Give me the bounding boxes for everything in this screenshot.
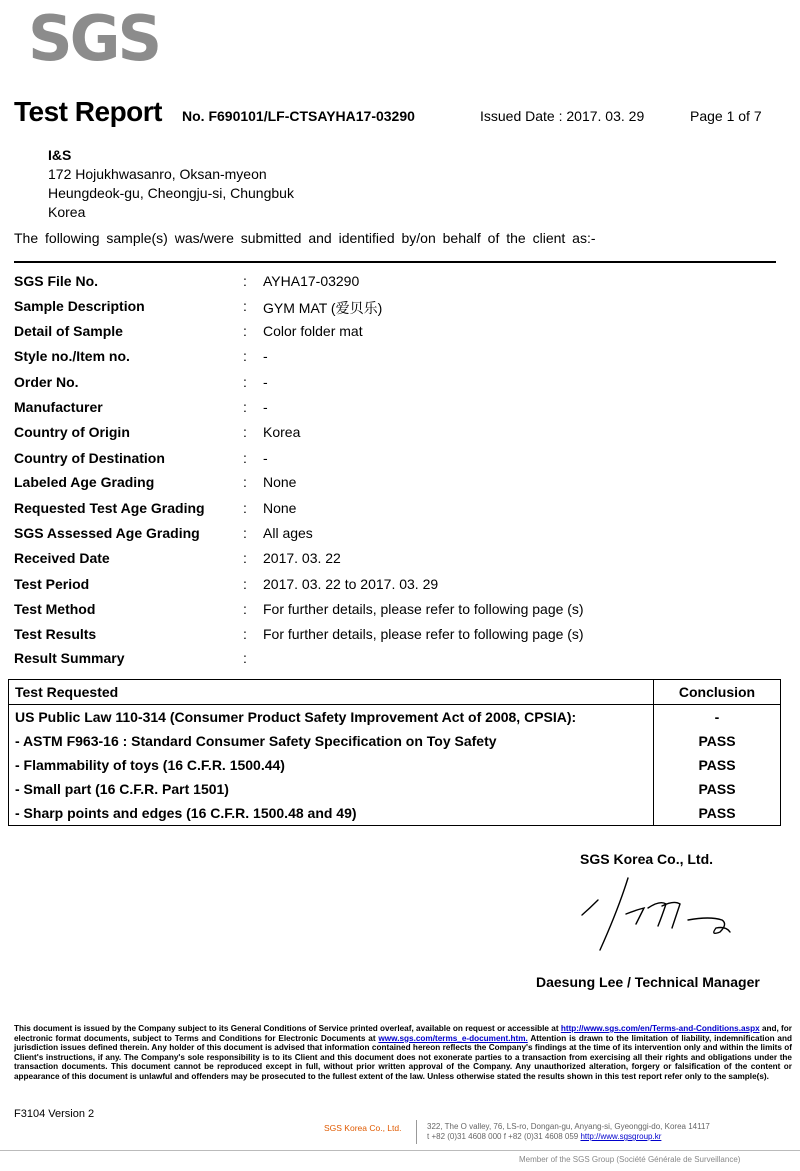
info-value: For further details, please refer to following page (s) <box>263 626 584 642</box>
info-colon: : <box>243 601 247 617</box>
disclaimer-part-3: Attention is drawn to the limitation of liability, indemnification and jurisdiction issues defined therein. Any holder of this document is advised that information contained hereon reflects the Company's findings at the time of its intervention only and within the limits of Client's instructions, if any. The Company's sole responsibility is to its Client and this document does not exonerate parties to a transaction from exercising all their rights and obligations under the transaction documents. This document cannot be reproduced except in full, without prior written approval of the Company. Any unauthorized alteration, forgery or falsification of the content or appearance of this document is unlawful and offenders may be prosecuted to the fullest extent of the law. Unless otherwise stated the results shown in this test report refer only to the sample(s). <box>14 1033 792 1081</box>
info-label: Sample Description <box>14 298 145 314</box>
form-version: F3104 Version 2 <box>14 1108 95 1120</box>
info-label: Received Date <box>14 550 110 566</box>
info-value: AYHA17-03290 <box>263 273 360 289</box>
info-value: 2017. 03. 22 <box>263 550 341 566</box>
info-label: Country of Origin <box>14 424 130 440</box>
info-label: SGS Assessed Age Grading <box>14 525 200 541</box>
footer-phone: t +82 (0)31 4608 000 f +82 (0)31 4608 059 <box>427 1132 579 1141</box>
report-title: Test Report <box>14 96 162 127</box>
info-label: Requested Test Age Grading <box>14 500 205 516</box>
info-colon: : <box>243 298 247 314</box>
info-value: For further details, please refer to following page (s) <box>263 601 584 617</box>
info-colon: : <box>243 399 247 415</box>
info-colon: : <box>243 500 247 516</box>
info-value: - <box>263 374 268 390</box>
info-label: Result Summary <box>14 650 125 666</box>
info-colon: : <box>243 525 247 541</box>
disclaimer-text <box>14 1024 792 1082</box>
terms-link[interactable]: http://www.sgs.com/en/Terms-and-Conditions.aspx <box>560 1024 760 1033</box>
info-label: Manufacturer <box>14 399 103 415</box>
info-row <box>14 626 784 648</box>
client-address-line-1: 172 Hojukhwasanro, Oksan-myeon <box>48 166 267 182</box>
footer-separator <box>416 1120 417 1144</box>
table-row <box>9 801 781 826</box>
info-row <box>14 323 784 345</box>
info-label: Order No. <box>14 374 79 390</box>
signer-name: Daesung Lee / Technical Manager <box>536 974 760 990</box>
client-country: Korea <box>48 204 86 220</box>
info-label: Country of Destination <box>14 450 165 466</box>
info-row <box>14 576 784 598</box>
info-colon: : <box>243 273 247 289</box>
disclaimer-part-1: This document is issued by the Company subject to its General Conditions of Service printed overleaf, available on request or accessible at <box>14 1024 559 1033</box>
info-row <box>14 650 784 672</box>
conclusion-cell: PASS <box>654 777 781 801</box>
table-row <box>9 753 781 777</box>
report-number: No. F690101/LF-CTSAYHA17-03290 <box>182 108 415 124</box>
sgs-logo <box>0 0 160 70</box>
footer-member: Member of the SGS Group (Société Générale de Surveillance) <box>519 1155 741 1164</box>
info-label: Style no./Item no. <box>14 348 130 364</box>
table-row <box>9 777 781 801</box>
signature-image <box>570 870 740 960</box>
info-value: - <box>263 348 268 364</box>
info-row <box>14 550 784 572</box>
test-requested-cell: - ASTM F963-16 : Standard Consumer Safety Specification on Toy Safety <box>9 729 654 753</box>
client-name: I&S <box>48 147 72 163</box>
info-row <box>14 601 784 623</box>
test-requested-cell: US Public Law 110-314 (Consumer Product Safety Improvement Act of 2008, CPSIA): <box>9 705 654 730</box>
footer-address <box>427 1122 710 1142</box>
info-colon: : <box>243 576 247 592</box>
info-colon: : <box>243 474 247 490</box>
footer-divider <box>0 1150 800 1151</box>
header-test-requested: Test Requested <box>9 680 654 705</box>
info-row <box>14 273 784 295</box>
conclusion-cell: PASS <box>654 729 781 753</box>
info-colon: : <box>243 450 247 466</box>
disclaimer-part-2: and, for electronic format documents, subject to Terms and Conditions for Electronic Documents at <box>14 1024 792 1043</box>
info-row <box>14 399 784 421</box>
info-colon: : <box>243 650 247 666</box>
info-value: None <box>263 500 297 516</box>
info-value: - <box>263 399 268 415</box>
test-requested-cell: - Sharp points and edges (16 C.F.R. 1500.48 and 49) <box>9 801 654 826</box>
info-label: Test Period <box>14 576 90 592</box>
footer-company: SGS Korea Co., Ltd. <box>324 1123 402 1133</box>
sgs-logo-text: SGS <box>28 2 160 70</box>
info-value: None <box>263 474 297 490</box>
info-colon: : <box>243 550 247 566</box>
table-row <box>9 705 781 730</box>
test-requested-cell: - Small part (16 C.F.R. Part 1501) <box>9 777 654 801</box>
table-row <box>9 729 781 753</box>
info-value: 2017. 03. 22 to 2017. 03. 29 <box>263 576 439 592</box>
info-value: All ages <box>263 525 313 541</box>
footer-website-link[interactable]: http://www.sgsgroup.kr <box>580 1132 662 1141</box>
info-label: Detail of Sample <box>14 323 123 339</box>
info-colon: : <box>243 374 247 390</box>
info-row <box>14 298 784 320</box>
info-row <box>14 450 784 472</box>
info-label: Labeled Age Grading <box>14 474 155 490</box>
company-name: SGS Korea Co., Ltd. <box>580 851 714 867</box>
info-row <box>14 525 784 547</box>
info-value: Color folder mat <box>263 323 363 339</box>
client-address <box>48 146 294 222</box>
conclusion-cell: PASS <box>654 801 781 826</box>
results-table <box>8 679 781 826</box>
info-label: Test Results <box>14 626 97 642</box>
info-row <box>14 374 784 396</box>
issued-date: Issued Date : 2017. 03. 29 <box>480 108 645 124</box>
info-value: Korea <box>263 424 301 440</box>
info-colon: : <box>243 348 247 364</box>
test-requested-cell: - Flammability of toys (16 C.F.R. 1500.44) <box>9 753 654 777</box>
info-value: - <box>263 450 268 466</box>
info-colon: : <box>243 323 247 339</box>
conclusion-cell: PASS <box>654 753 781 777</box>
footer-address-line: 322, The O valley, 76, LS-ro, Dongan-gu, Anyang-si, Gyeonggi-do, Korea 14117 <box>427 1122 710 1131</box>
page-number: Page 1 of 7 <box>690 108 762 124</box>
conclusion-cell: - <box>654 705 781 730</box>
e-document-terms-link[interactable]: www.sgs.com/terms_e-document.htm. <box>378 1033 528 1043</box>
info-colon: : <box>243 424 247 440</box>
client-address-line-2: Heungdeok-gu, Cheongju-si, Chungbuk <box>48 185 294 201</box>
intro-text: The following sample(s) was/were submitted and identified by/on behalf of the client as:- <box>14 230 596 246</box>
info-colon: : <box>243 626 247 642</box>
header-conclusion: Conclusion <box>654 680 781 705</box>
info-row <box>14 424 784 446</box>
divider <box>14 261 776 263</box>
info-row <box>14 474 784 496</box>
info-row <box>14 500 784 522</box>
info-row <box>14 348 784 370</box>
info-label: Test Method <box>14 601 96 617</box>
info-label: SGS File No. <box>14 273 99 289</box>
info-value: GYM MAT (爱贝乐) <box>263 300 383 316</box>
